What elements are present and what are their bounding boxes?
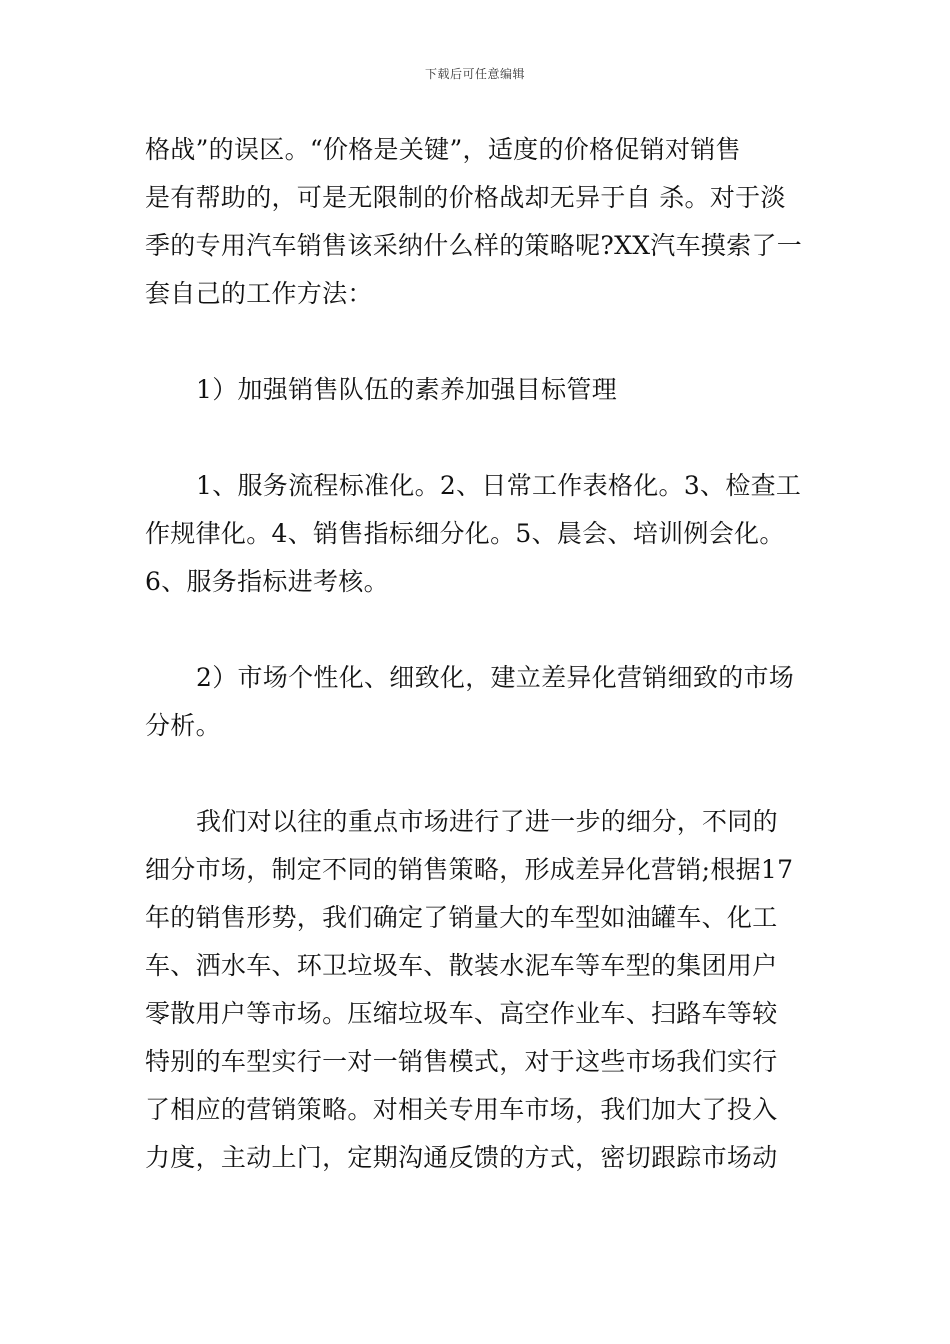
text-line: 6、服务指标进考核。 [145, 567, 389, 596]
text-line: 我们对以往的重点市场进行了进一步的细分，不同的 [196, 807, 778, 836]
text-line: 了相应的营销策略。对相关专用车市场，我们加大了投入 [145, 1095, 778, 1124]
text-line: 作规律化。4、销售指标细分化。5、晨会、培训例会化。 [145, 519, 785, 548]
section-heading-2 [145, 654, 817, 750]
text-line: 车、洒水车、环卫垃圾车、散装水泥车等车型的集团用户 [145, 951, 778, 980]
text-line: 特别的车型实行一对一销售模式，对于这些市场我们实行 [145, 1047, 778, 1076]
text-line: 细分市场，制定不同的销售策略，形成差异化营销;根据17 [145, 855, 794, 884]
text-line: 格战”的误区。“价格是关键”，适度的价格促销对销售 [145, 135, 741, 164]
text-line: 零散用户等市场。压缩垃圾车、高空作业车、扫路车等较 [145, 999, 778, 1028]
header-note: 下载后可任意编辑 [424, 67, 525, 81]
paragraph-spacer [145, 318, 817, 366]
text-line: 套自己的工作方法： [145, 279, 373, 308]
text-line: 1、服务流程标准化。2、日常工作表格化。3、检查工 [196, 471, 802, 500]
paragraph-spacer [145, 750, 817, 798]
text-line: 力度，主动上门，定期沟通反馈的方式，密切跟踪市场动 [145, 1143, 778, 1172]
document-body [145, 126, 817, 1182]
paragraph-standards-list [145, 462, 817, 606]
paragraph-spacer [145, 414, 817, 462]
text-line: 1）加强销售队伍的素养加强目标管理 [196, 375, 618, 404]
section-heading-1 [145, 366, 817, 414]
text-line: 年的销售形势，我们确定了销量大的车型如油罐车、化工 [145, 903, 778, 932]
text-line: 分析。 [145, 711, 221, 740]
paragraph-price-war [145, 126, 817, 318]
paragraph-spacer [145, 606, 817, 654]
text-line: 季的专用汽车销售该采纳什么样的策略呢?XX汽车摸索了一 [145, 231, 803, 260]
paragraph-market-segmentation [145, 798, 817, 1182]
text-line: 2）市场个性化、细致化，建立差异化营销细致的市场 [196, 663, 795, 692]
text-line: 是有帮助的，可是无限制的价格战却无异于自 杀。对于淡 [145, 183, 786, 212]
